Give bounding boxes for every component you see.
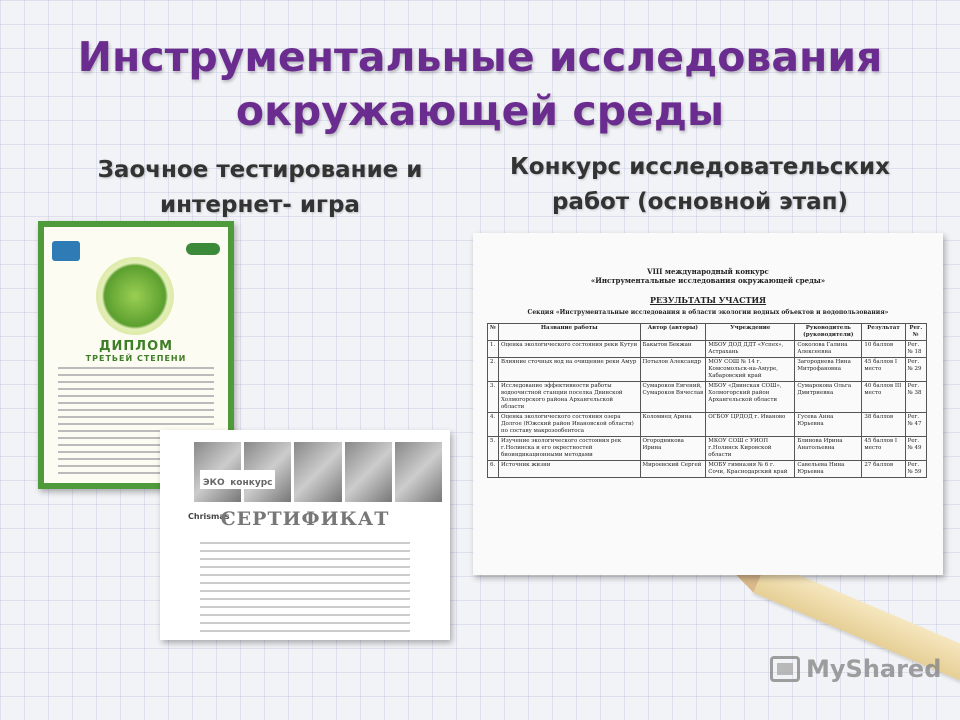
col-header: Автор (авторы)	[640, 324, 706, 341]
doc-heading-1: VIII международный конкурс	[647, 267, 769, 276]
table-cell: 45 баллов I место	[862, 358, 905, 382]
table-cell: 4.	[488, 413, 499, 437]
left-caption-line-1: Заочное тестирование и	[97, 157, 423, 183]
myshared-logo	[770, 655, 941, 683]
table-cell: 3.	[488, 382, 499, 413]
table-row	[488, 437, 927, 461]
results-table	[487, 323, 927, 478]
left-caption-line-2: интернет- игра	[160, 192, 360, 218]
certificate-eco-label	[200, 470, 275, 489]
certificate-image	[160, 430, 450, 640]
table-cell: Мироевский Сергей	[640, 461, 706, 478]
table-cell: Рег. № 59	[905, 461, 926, 478]
certificate-text-lines	[200, 542, 410, 638]
table-cell: 40 баллов III место	[862, 382, 905, 413]
table-cell: Блинова Ирина Анатольевна	[795, 437, 862, 461]
table-cell: Рег. № 18	[905, 341, 926, 358]
table-row	[488, 461, 927, 478]
table-cell: Сумарокова Ольга Дмитриевна	[795, 382, 862, 413]
diploma-emblem-icon	[96, 257, 174, 335]
table-cell: Соколова Галина Алексеевна	[795, 341, 862, 358]
table-cell: 1.	[488, 341, 499, 358]
table-cell: Потылов Александр	[640, 358, 706, 382]
diploma-title: ДИПЛОМ	[98, 339, 174, 354]
table-cell: МБОУ «Двинская СОШ», Холмогорский район Архангельской области	[706, 382, 795, 413]
presentation-icon	[770, 656, 800, 682]
table-cell: Источник жизни	[498, 461, 640, 478]
table-cell: Оценка экологического состояния реки Кутуи	[498, 341, 640, 358]
table-row	[488, 358, 927, 382]
title-line-1: Инструментальные исследования	[77, 33, 883, 81]
table-row	[488, 413, 927, 437]
doc-heading-3: РЕЗУЛЬТАТЫ УЧАСТИЯ	[649, 295, 767, 305]
table-cell: Савельева Нина Юрьевна	[795, 461, 862, 478]
table-cell: Рег. № 49	[905, 437, 926, 461]
table-cell: Рег. № 38	[905, 382, 926, 413]
col-header: Результат	[862, 324, 905, 341]
table-header-row	[488, 324, 927, 341]
table-cell: 10 баллов	[862, 341, 905, 358]
col-header: Руководитель (руководители)	[795, 324, 862, 341]
col-header: Учреждение	[706, 324, 795, 341]
table-row	[488, 382, 927, 413]
table-cell: Влияние сточных вод на очищение реки Амур	[498, 358, 640, 382]
pencil-decoration	[753, 561, 960, 717]
table-cell: ОГБОУ ЦРДОД г. Иваново	[706, 413, 795, 437]
doc-heading-2: «Инструментальные исследования окружающей среды»	[590, 276, 826, 285]
diploma-logo-icon	[52, 241, 80, 261]
table-cell: Оценка экологического состояния озера Долгое (Южский район Ивановской области) по составу макрозообентоса	[498, 413, 640, 437]
table-cell: Гусева Анна Юрьевна	[795, 413, 862, 437]
right-caption	[490, 150, 910, 220]
table-cell: Изучение экологического состояния рек г.Нолинска и его окрестностей биоиндикационными методами	[498, 437, 640, 461]
table-cell: Рег. № 29	[905, 358, 926, 382]
table-cell: Исследование эффективности работы водоочистной станции поселка Двинской Холмогорского района Архангельской области	[498, 382, 640, 413]
right-caption-line-1: Конкурс исследовательских	[510, 154, 890, 180]
table-cell: Огородникова Ирина	[640, 437, 706, 461]
table-cell: 27 баллов	[862, 461, 905, 478]
col-header: №	[488, 324, 499, 341]
table-cell: 6.	[488, 461, 499, 478]
certificate-title: СЕРТИФИКАТ	[220, 508, 390, 530]
table-cell: Загороднева Нина Митрофановна	[795, 358, 862, 382]
diploma-brand-icon	[186, 243, 220, 255]
table-cell: 5.	[488, 437, 499, 461]
table-cell: МБОУ ДОД ДДТ «Успех», Астрахань	[706, 341, 795, 358]
logo-text: MyShared	[806, 655, 942, 683]
doc-heading-4: Секция «Инструментальные исследования в области экологии водных объектов и водопользования»	[527, 309, 889, 316]
table-cell: Бакытов Бекжан	[640, 341, 706, 358]
table-cell: Рег. № 47	[905, 413, 926, 437]
diploma-subtitle: ТРЕТЬЕЙ СТЕПЕНИ	[85, 354, 187, 363]
left-caption	[60, 153, 460, 223]
table-cell: МОУ СОШ № 14 г. Комсомольск-на-Амуре, Хабаровский край	[706, 358, 795, 382]
col-header: Рег. №	[905, 324, 926, 341]
eco-sub-text: конкурс	[230, 478, 273, 488]
eco-label-text: ЭКО	[203, 478, 225, 488]
col-header: Название работы	[498, 324, 640, 341]
certificate-logo: Chrismas	[188, 512, 230, 521]
table-cell: Коломиец Арина	[640, 413, 706, 437]
table-cell: 45 баллов I место	[862, 437, 905, 461]
results-document	[473, 233, 943, 575]
table-cell: МКОУ СОШ с УИОП г.Нолинск Кировской области	[706, 437, 795, 461]
table-cell: 38 баллов	[862, 413, 905, 437]
right-caption-line-2: работ (основной этап)	[551, 189, 849, 215]
table-cell: МОБУ гимназия № 6 г. Сочи, Краснодарский край	[706, 461, 795, 478]
table-cell: 2.	[488, 358, 499, 382]
slide-title	[0, 30, 960, 138]
title-line-2: окружающей среды	[235, 87, 725, 135]
table-cell: Сумароков Евгений, Сумароков Вячеслав	[640, 382, 706, 413]
table-row	[488, 341, 927, 358]
